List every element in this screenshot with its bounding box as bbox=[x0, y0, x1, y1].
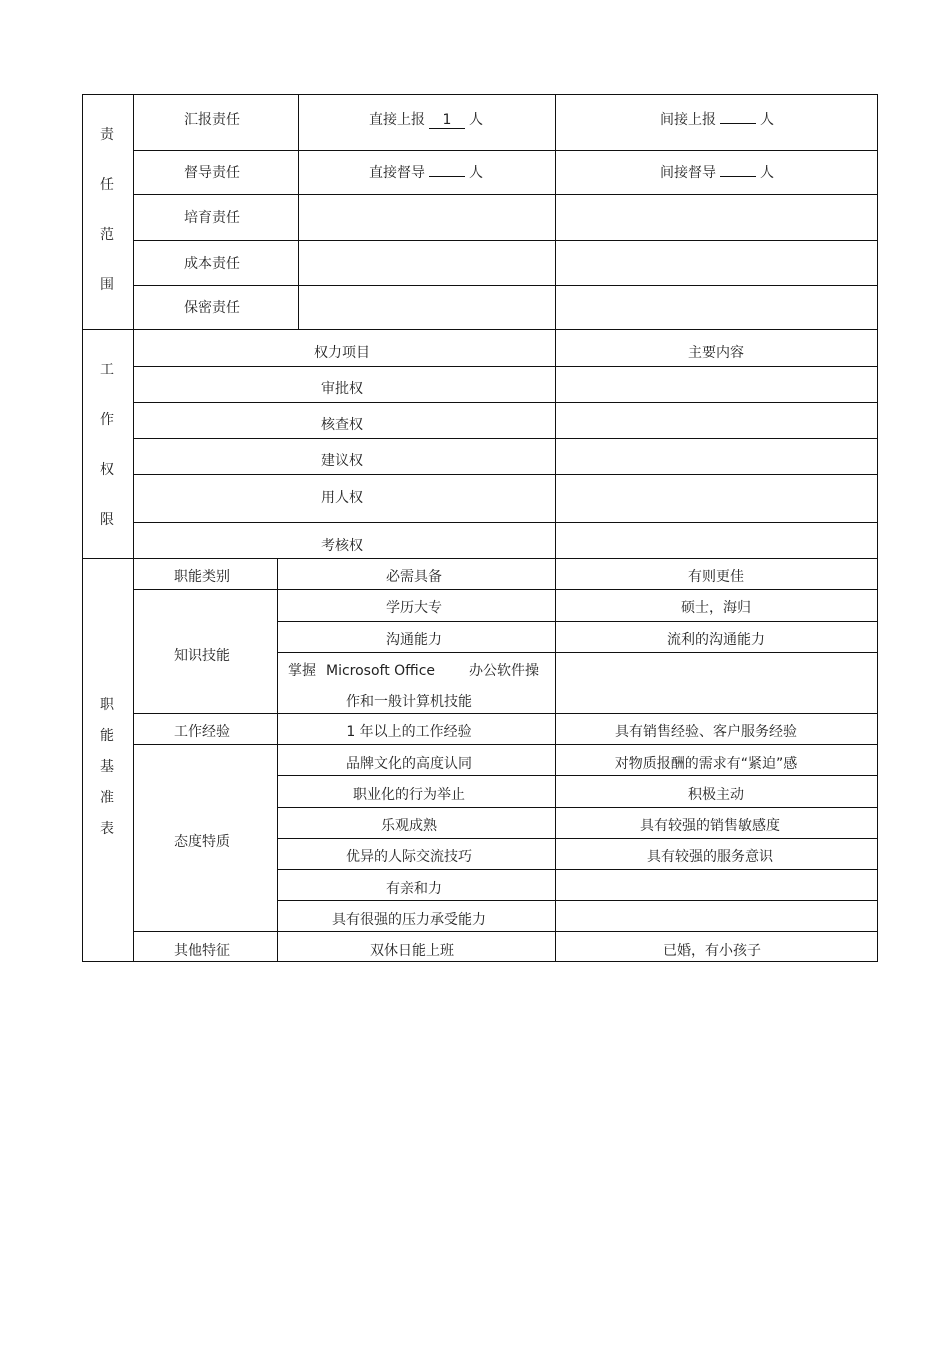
row-divider bbox=[277, 621, 878, 622]
section-label-char: 限 bbox=[100, 512, 114, 528]
section-label-char: 工 bbox=[100, 362, 114, 378]
indirect-report-prefix: 间接上报 bbox=[660, 112, 716, 128]
authority-item: 审批权 bbox=[321, 381, 363, 397]
competency-section-label bbox=[100, 694, 114, 838]
row-divider bbox=[133, 240, 878, 241]
col-divider bbox=[277, 558, 278, 962]
row-divider bbox=[133, 589, 878, 590]
preferred-cell: 已婚，有小孩子 bbox=[663, 943, 761, 959]
office-skill-text: 办公软件操 bbox=[469, 663, 540, 679]
authority-item: 考核权 bbox=[321, 538, 363, 554]
row-divider bbox=[277, 807, 878, 808]
section-label-char: 范 bbox=[100, 227, 114, 243]
col-divider bbox=[555, 329, 556, 558]
section-label-char: 能 bbox=[100, 728, 114, 744]
authority-item: 建议权 bbox=[321, 453, 363, 469]
row-divider bbox=[277, 900, 878, 901]
indirect-supervision-prefix: 间接督导 bbox=[660, 165, 716, 181]
section-label-char: 权 bbox=[100, 462, 114, 478]
responsibility-section-label bbox=[100, 124, 114, 294]
attitude-category: 态度特质 bbox=[174, 834, 230, 850]
required-cell: 职业化的行为举止 bbox=[353, 787, 465, 803]
row-divider bbox=[133, 194, 878, 195]
office-skill-line2: 作和一般计算机技能 bbox=[346, 694, 472, 710]
indirect-supervision-count bbox=[720, 176, 756, 177]
row-divider bbox=[133, 474, 878, 475]
authority-section-label bbox=[100, 359, 114, 529]
authority-item: 用人权 bbox=[321, 490, 363, 506]
section-divider bbox=[82, 329, 878, 330]
row-divider bbox=[133, 285, 878, 286]
required-cell: 学历大专 bbox=[386, 600, 442, 616]
indirect-supervision-suffix: 人 bbox=[760, 165, 774, 181]
section-label-char: 准 bbox=[100, 790, 114, 806]
row-divider bbox=[133, 931, 878, 932]
row-divider bbox=[277, 775, 878, 776]
preferred-cell: 硕士，海归 bbox=[681, 600, 751, 616]
required-cell: 优异的人际交流技巧 bbox=[346, 849, 472, 865]
direct-report-field bbox=[369, 111, 483, 129]
required-header: 必需具备 bbox=[386, 569, 442, 585]
required-cell: 乐观成熟 bbox=[381, 818, 437, 834]
row-divider bbox=[277, 652, 878, 653]
preferred-header: 有则更佳 bbox=[688, 569, 744, 585]
confidentiality-label: 保密责任 bbox=[184, 300, 240, 316]
authority-item-header: 权力项目 bbox=[314, 345, 370, 361]
preferred-cell: 对物质报酬的需求有“紧迫”感 bbox=[614, 756, 798, 772]
required-cell: 品牌文化的高度认同 bbox=[346, 756, 472, 772]
required-cell: 沟通能力 bbox=[386, 632, 442, 648]
section-label-char: 任 bbox=[100, 177, 114, 193]
preferred-cell: 具有较强的销售敏感度 bbox=[640, 818, 780, 834]
indirect-report-suffix: 人 bbox=[760, 112, 774, 128]
label-column-divider bbox=[133, 94, 134, 962]
col-divider bbox=[555, 558, 556, 962]
required-cell: 双休日能上班 bbox=[370, 943, 454, 959]
knowledge-category: 知识技能 bbox=[174, 648, 230, 664]
section-label-char: 表 bbox=[100, 821, 114, 837]
section-label-char: 基 bbox=[100, 759, 114, 775]
required-cell: 有亲和力 bbox=[386, 881, 442, 897]
supervision-label: 督导责任 bbox=[184, 165, 240, 181]
training-label: 培育责任 bbox=[184, 210, 240, 226]
row-divider bbox=[133, 150, 878, 151]
cost-label: 成本责任 bbox=[184, 256, 240, 272]
col-divider bbox=[555, 94, 556, 330]
direct-report-suffix: 人 bbox=[469, 112, 483, 128]
preferred-cell: 积极主动 bbox=[688, 787, 744, 803]
row-divider bbox=[133, 744, 878, 745]
preferred-cell: 具有较强的服务意识 bbox=[647, 849, 773, 865]
reporting-label: 汇报责任 bbox=[184, 112, 240, 128]
office-skill-text: 掌握 bbox=[288, 663, 316, 679]
preferred-cell: 流利的沟通能力 bbox=[667, 632, 765, 648]
col-divider bbox=[298, 94, 299, 330]
experience-category: 工作经验 bbox=[174, 724, 230, 740]
row-divider bbox=[133, 438, 878, 439]
direct-supervision-count bbox=[429, 176, 465, 177]
indirect-report-field bbox=[660, 111, 774, 129]
preferred-cell: 具有销售经验、客户服务经验 bbox=[615, 724, 797, 740]
office-skill-line1 bbox=[288, 662, 539, 680]
row-divider bbox=[133, 402, 878, 403]
row-divider bbox=[133, 366, 878, 367]
section-divider bbox=[82, 558, 878, 559]
row-divider bbox=[277, 838, 878, 839]
indirect-supervision-field bbox=[660, 164, 774, 182]
row-divider bbox=[133, 713, 878, 714]
direct-supervision-field bbox=[369, 164, 483, 182]
direct-report-prefix: 直接上报 bbox=[369, 112, 425, 128]
required-cell: 1 年以上的工作经验 bbox=[346, 724, 472, 740]
direct-report-count: 1 bbox=[429, 112, 465, 129]
section-label-char: 职 bbox=[100, 697, 114, 713]
indirect-report-count bbox=[720, 123, 756, 124]
office-skill-text: Microsoft Office bbox=[326, 663, 436, 679]
row-divider bbox=[277, 869, 878, 870]
row-divider bbox=[133, 522, 878, 523]
direct-supervision-suffix: 人 bbox=[469, 165, 483, 181]
section-label-char: 责 bbox=[100, 127, 114, 143]
authority-item: 核查权 bbox=[321, 417, 363, 433]
section-label-char: 围 bbox=[100, 277, 114, 293]
required-cell: 具有很强的压力承受能力 bbox=[332, 912, 486, 928]
section-label-char: 作 bbox=[100, 412, 114, 428]
category-header: 职能类别 bbox=[174, 569, 230, 585]
authority-content-header: 主要内容 bbox=[688, 345, 744, 361]
direct-supervision-prefix: 直接督导 bbox=[369, 165, 425, 181]
other-category: 其他特征 bbox=[174, 943, 230, 959]
